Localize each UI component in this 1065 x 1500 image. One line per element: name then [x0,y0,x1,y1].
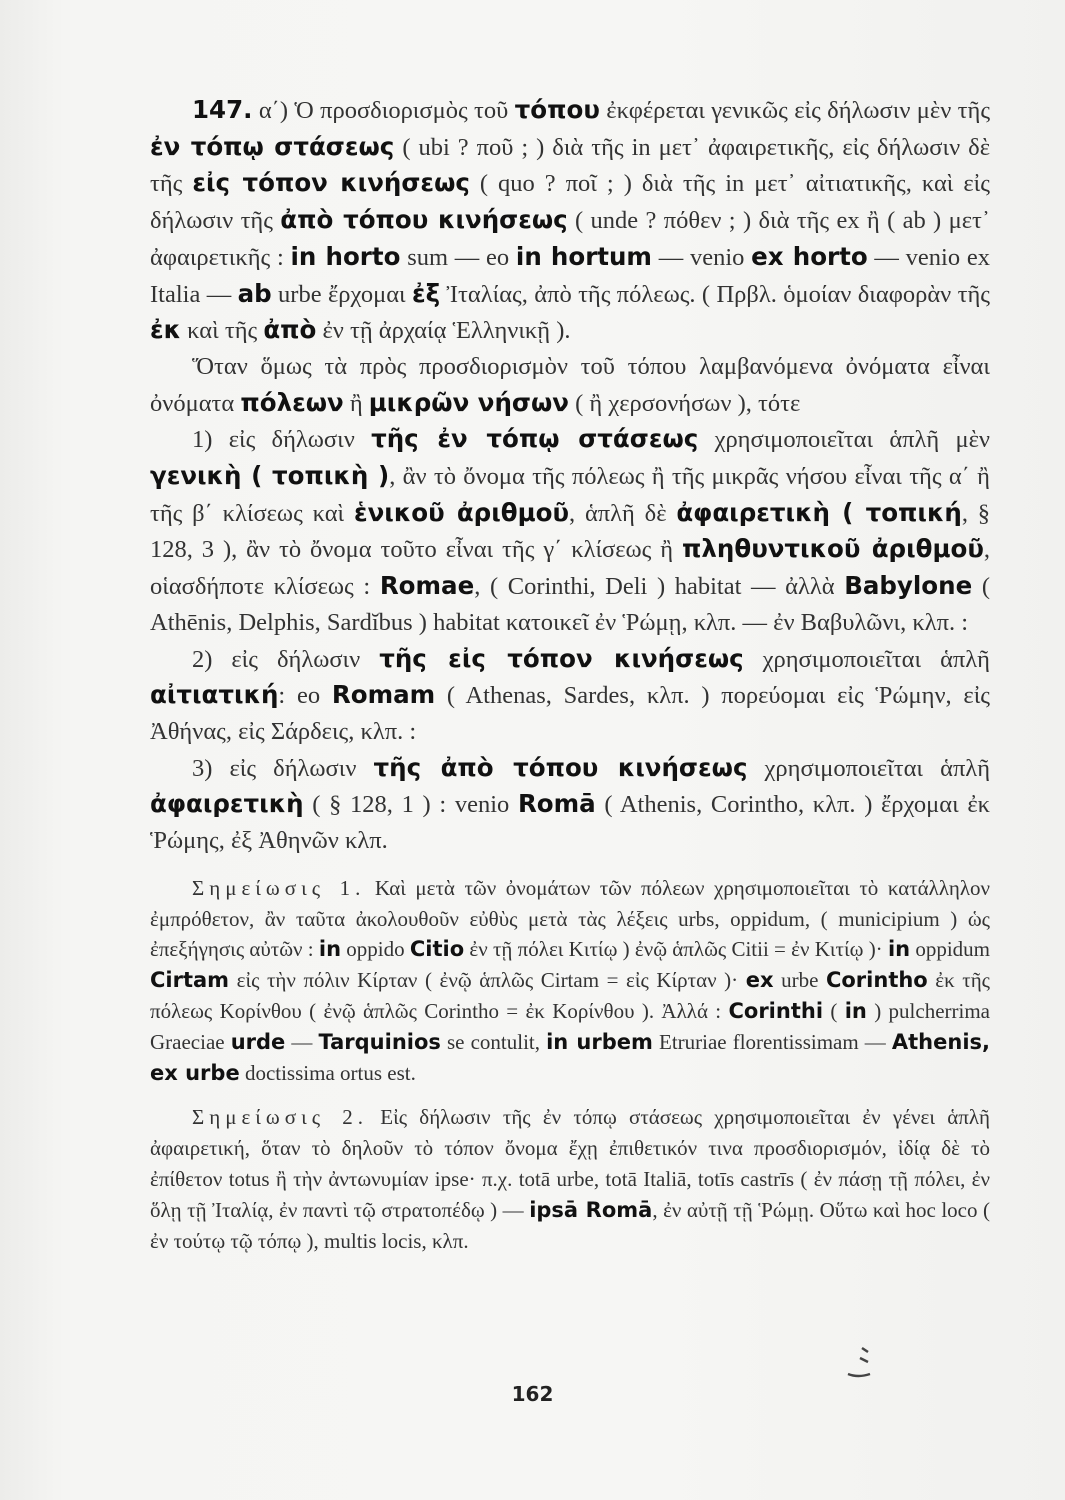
text-run: , ἂν τὸ ὄνομα τῆς πόλεως ἢ τῆς μικρᾶς νήσου εἶναι τῆς α΄ ἢ τῆς β΄ κλίσεως καὶ [150,463,990,527]
notes [150,873,990,1257]
bold-term: ἐξ [412,278,441,308]
bold-term: in horto [290,241,401,271]
bold-term: ἀπὸ [263,315,317,345]
page-text [150,92,990,1270]
bold-term: τῆς ἀπὸ τόπου κινήσεως [373,752,748,782]
text-run: , ἐν αὐτῇ τῇ Ῥώμῃ. Οὕτω καὶ hoc loco ( ἐν τούτῳ τῷ τόπῳ ), multis locis, κλπ. [150,1197,990,1253]
text-run: χρησιμοποιεῖται ἁπλῆ μὲν [698,426,990,454]
bold-term: Cirtam [150,968,230,993]
text-run: urbe ἔρχομαι [271,280,413,308]
bold-term: ipsā Romā [529,1197,653,1222]
bold-term: in [844,998,867,1023]
bold-term: Romā [517,789,596,819]
bold-term: in hortum [515,241,652,271]
text-run: α΄) Ὁ προσδιορισμὸς τοῦ [258,97,515,124]
paragraph-1 [150,92,990,349]
section-number: 147. [192,95,253,124]
note-label: Σημείωσις 1. [192,875,366,900]
paragraph-4 [150,641,990,750]
text-run: oppidum [910,937,991,962]
text-run: ( Athenas, Sardes, κλπ. ) πορεύομαι εἰς Ῥώμην, εἰς Ἀθήνας, εἰς Σάρδεις, κλπ. : [150,682,990,745]
text-run: 1) εἰς δήλωσιν [192,426,372,454]
text-run: καὶ τῆς [181,317,264,345]
text-run: doctissima ortus est. [239,1060,416,1085]
bold-term: ἀπὸ τόπου κινήσεως [280,205,568,235]
text-run: Ὅταν ὅμως τὰ πρὸς προσδιορισμὸν τοῦ τόπου λαμβανόμενα ὀνόματα εἶναι ὀνόματα [150,352,990,417]
bold-term: Citio [409,937,465,962]
bold-term: Corintho [825,968,928,993]
page-number: 162 [511,1382,554,1406]
paragraph-5 [150,750,990,859]
text-run: , § 128, 3 ), ἂν τὸ ὄνομα τοῦτο εἶναι τῆς γ΄ κλίσεως ἢ [150,499,991,564]
text-run: — venio [651,243,752,271]
text-run: χρησιμοποιεῖται ἁπλῆ [743,645,990,673]
text-run: ) pulcherrima Graeciae [150,998,990,1054]
text-run: ( quo ? ποῖ ; ) διὰ τῆς in μετ᾽ αἰτιατικῆς, καὶ εἰς δήλωσιν τῆς [150,170,990,235]
bold-term: urde [230,1029,286,1054]
paragraph-3 [150,421,990,640]
bold-term: Babylone [844,571,973,601]
text-run: se contulit, [440,1029,547,1054]
text-run: ( ἢ χερσονήσων ), τότε [569,389,801,417]
paragraph-2 [150,349,990,421]
bold-term: Athenis, ex urbe [150,1029,990,1085]
bold-term: ex horto [751,241,868,271]
bold-term: τῆς εἰς τόπον κινήσεως [379,643,744,673]
text-run: , ( Corinthi, Deli ) habitat — ἀλλὰ [474,573,845,601]
text-run: ἐκφέρεται γενικῶς εἰς δήλωσιν μὲν τῆς [599,97,991,124]
text-run: sum — eo [400,243,516,271]
text-run: oppido [341,937,410,962]
text-run: ( [823,998,845,1023]
note-2 [150,1102,990,1256]
bold-term: τόπου [514,95,600,124]
bold-term: τῆς ἐν τόπῳ στάσεως [371,424,699,454]
bold-term: ἀφαιρετικὴ ( τοπική [676,497,962,527]
text-run: εἰς τὴν πόλιν Κίρταν ( ἐνῷ ἁπλῶς Cirtam = εἰς Κίρταν )· [229,968,746,993]
bold-term: πληθυντικοῦ ἀριθμοῦ [682,534,984,564]
note-label: Σημείωσις 2. [192,1105,369,1130]
bold-term: ἐκ [150,315,182,345]
bold-term: πόλεων [240,387,344,417]
ink-mark-icon [842,1344,872,1384]
text-run: 3) εἰς δήλωσιν [192,754,374,782]
text-run: — [285,1029,319,1054]
bold-term: ἀφαιρετικὴ [150,789,304,819]
bold-term: αἰτιατική [150,680,279,710]
text-run: ( Athēnis, Delphis, Sardĭbus ) habitat κατοικεῖ ἐν Ῥώμῃ, κλπ. — ἐν Βαβυλῶνι, κλπ. : [150,573,990,636]
section-147 [150,92,990,859]
bold-term: ἑνικοῦ ἀριθμοῦ [353,497,570,527]
note-1 [150,873,990,1089]
text-run: — venio ex Italia — [150,243,990,308]
bold-term: in [318,937,342,962]
text-run: ἢ [343,389,369,417]
bold-term: ab [237,278,272,308]
text-run: Εἰς δήλωσιν τῆς ἐν τόπῳ στάσεως χρησιμοποιεῖται ἐν γένει ἁπλῆ ἀφαιρετική, ὅταν τὸ δηλοῦν τὸ τόπον ὄνομα ἔχῃ ἐπιθετικόν τινα προσδιορισμόν, ἰδίᾳ δὲ τὸ ἐπίθετον totus ἢ τὴν ἀντωνυμίαν ipse· π.χ. totā urbe, totā Italiā, totīs castrīs ( ἐν πάσῃ τῇ πόλει, ἐν ὅλῃ τῇ Ἰταλίᾳ, ἐν παντὶ τῷ στρατοπέδῳ ) — [150,1105,990,1222]
text-run: ( unde ? πόθεν ; ) διὰ τῆς ex ἢ ( ab ) μετ᾽ ἀφαιρετικῆς : [150,207,990,271]
bold-term: ex [745,968,774,993]
text-run: : eo [278,682,332,710]
bold-term: μικρῶν νήσων [368,387,569,417]
text-run: Καὶ μετὰ τῶν ὀνομάτων τῶν πόλεων χρησιμοποιεῖται τὸ κατάλληλον ἐμπρόθετον, ἂν ταῦτα ἀκολουθοῦν εὐθὺς μετὰ τὰς λέξεις urbs, oppidum, ( municipium ) ὡς ἐπεξήγησις αὐτῶν : [150,875,990,962]
text-run: , ἁπλῆ δὲ [569,499,677,527]
text-run: Ἰταλίας, ἀπὸ τῆς πόλεως. ( Πρβλ. ὁμοίαν διαφορὰν τῆς [440,280,990,308]
bold-term: in [887,937,911,962]
text-run: ἐν τῇ πόλει Κιτίῳ ) ἐνῷ ἁπλῶς Citii = ἐν Κιτίῳ )· [464,937,888,962]
bold-term: in urbem [546,1029,653,1054]
bold-term: Corinthi [728,998,824,1023]
text-run: 2) εἰς δήλωσιν [192,645,380,673]
text-run: Etruriae florentissimam — [652,1029,892,1054]
bold-term: ἐν τόπῳ στάσεως [150,131,395,161]
text-run: ( Athenis, Corintho, κλπ. ) ἔρχομαι ἐκ Ῥώμης, ἐξ Ἀθηνῶν κλπ. [150,791,990,855]
bold-term: Tarquinios [318,1029,441,1054]
text-run: ( § 128, 1 ) : venio [303,791,518,819]
text-run: urbe [773,968,826,993]
bold-term: Romam [331,680,436,710]
text-run: χρησιμοποιεῖται ἁπλῆ [747,754,991,782]
bold-term: γενικὴ ( τοπικὴ ) [150,461,390,491]
text-run: ( ubi ? ποῦ ; ) διὰ τῆς in μετ᾽ ἀφαιρετικῆς, εἰς δήλωσιν δὲ τῆς [150,133,990,198]
bold-term: εἰς τόπον κινήσεως [192,168,470,198]
text-run: ἐκ τῆς πόλεως Κορίνθου ( ἐνῷ ἁπλῶς Corintho = ἐκ Κορίνθου ). Ἀλλά : [150,968,990,1023]
text-run: ἐν τῇ ἀρχαίᾳ Ἑλληνικῇ ). [316,317,571,345]
text-run: , οἱασδήποτε κλίσεως : [150,536,990,601]
bold-term: Romae [379,571,475,601]
